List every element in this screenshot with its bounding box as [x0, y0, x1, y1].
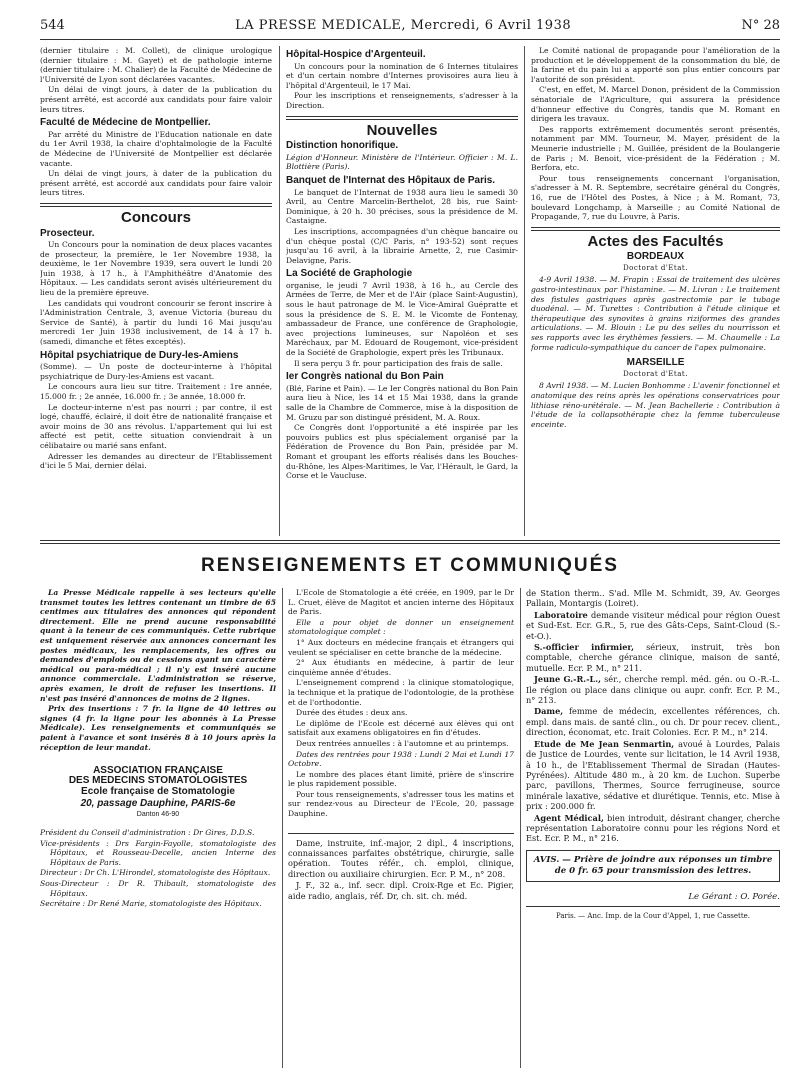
ad-dame: Dame, instruite, inf.-major, 2 dipl., 4 inscriptions, connaissances parfaites obstétrique, chirurgie, salle opération. Toutes référ., ch. emploi, clinique, direction ou auxiliaire chirurgien. Ecr. P. M., n° 208. [288, 837, 514, 879]
marseille-heading: MARSEILLE [626, 357, 685, 369]
para: Les candidats qui voudront concourir se feront inscrire à l'Administration Centrale, 3, avenue Victoria (bureau du Service de Santé), à partir du lundi 16 Mai jusqu'au mercredi 1er Juin 1938 inclusivement, de 14 à 17 h. (samedi, dimanche et fêtes exceptés). [40, 298, 272, 347]
lower-column-1 [40, 588, 276, 1068]
para: Le concours aura lieu sur titre. Traitement : 1re année, 15.000 fr. ; 2e année, 16.000 fr. ; 3e année, 18.000 fr. [40, 382, 272, 401]
bureau-item: Secrétaire : Dr René Marie, stomatologiste des Hôpitaux. [40, 899, 262, 909]
para: Un concours pour la nomination de 6 Internes titulaires et d'un certain nombre d'Internes provisoires aura lieu à l'hôpital d'Argenteuil, le 17 Mai. [286, 61, 518, 90]
ad-text: demande visiteur médical pour région Ouest et Sud-Est. Ecr. G.R., 5, rue des Gâts-Ceps, Saint-Cloud (S.-et-O.). [526, 609, 780, 641]
section-title: Hôpital-Hospice d'Argenteuil. [286, 49, 426, 60]
column-divider [524, 46, 525, 536]
actes-heading: Actes des Facultés [587, 232, 724, 250]
ad-text: femme de médecin, excellentes références, ch. empl. dans mais. de santé clin., ou ch. Dr pour recev. client., direction, économat, etc. Irait Colonies. Ecr. P. M., n° 214. [526, 706, 780, 738]
concours-heading: Concours [120, 208, 191, 226]
para: 1° Aux docteurs en médecine français et étrangers qui veulent se spécialiser en cette branche de la médecine. [288, 637, 514, 657]
upper-column-1 [40, 46, 272, 536]
ad-text: bien introduit, désirant changer, cherche représentation Laboratoire connu pour les régions Nord et Est. Ecr. P. M., n° 216. [526, 812, 780, 844]
section-rule [40, 543, 780, 544]
ad-text: avoué à Lourdes, Palais de Justice de Lourdes, vente sur licitation, le 14 Avril 1938, à 10 h., de l'Etablissement Thermal de Siradan (Hautes-Pyrénées). Altitude 480 m., à 20 km. de Luchon. Superbe parc, pavillons, Thermes, Source ferrugineuse, source minérale laxative, sédative et diurétique. Tennis, etc. Mise à prix : 200.000 fr. [526, 738, 780, 812]
rule [526, 906, 780, 907]
ad-jf: J. F., 32 a., inf. secr. dipl. Croix-Rge et Ec. Pigier, aide radio, anglais, réf. Dr, ch. sit. ch. méd. [288, 880, 514, 901]
para: 2° Aux étudiants en médecine, à partir de leur cinquième année d'études. [288, 658, 514, 677]
para: Pour tous renseignements, s'adresser tous les matins et sur rendez-vous au Directeur de l'Ecole, 20, passage Dauphine. [288, 789, 514, 819]
association-block [40, 766, 276, 820]
communiques-banner: RENSEIGNEMENTS ET COMMUNIQUÉS [201, 555, 619, 576]
bureau-item: Vice-présidents : Drs Fargin-Fayolle, stomatologiste des Hôpitaux, et Rousseau-Decelle, ancien Interne des Hôpitaux de Paris. [40, 838, 276, 867]
para: Un délai de vingt jours, à dater de la publication du présent arrêté, est accordé aux candidats pour faire valoir leurs titres. [40, 85, 272, 114]
ad-title: Jeune G.-R.-L., [534, 674, 601, 685]
notice: La Presse Médicale rappelle à ses lecteurs qu'elle transmet toutes les lettres contenant un timbre de 65 centimes aux titulaires des annonces qui répondent directement. Elle ne prend aucune responsabilité quant à la teneur de ces communiqués. Cette rubrique est uniquement réservée aux annonces concernant les postes médicaux, les remplacements, les offres ou demandes d'emplois ou de cessions ayant un caractère médical ou para-médical ; il n'y est inséré aucune annonce commerciale. L'administration se réserve, après examen, le droit de refuser les insertions. Il n'est pas inséré d'annonces de moins de 2 lignes. [40, 588, 276, 703]
issue-number: N° 28 [741, 17, 780, 33]
para: 8 Avril 1938. — M. Lucien Bonhomme : L'avenir fonctionnel et anatomique des reins après les opérations conservatrices pour lithiase réno-urétérale. — M. Jean Bachellerie : Contribution à l'étude de la collapsothérapie chez la femme tuberculeuse enceinte. [531, 381, 780, 429]
bureau-list [40, 828, 276, 909]
para: (dernier titulaire : M. Collet), de clinique urologique (dernier titulaire : M. Gayet) et de pathologie interne (dernier titulaire : M. Chalier) de la Faculté de Médecine de l'Université de Lyon sont déclarées vacantes. [40, 46, 272, 84]
para: (Blé, Farine et Pain). — Le Ier Congrès national du Bon Pain aura lieu à Nice, les 14 et 15 Mai 1938, dans la grande salle de la Chambre de Commerce, mise à la disposition de M. Gruzu par son distingué président, M. A. Roux. [286, 383, 518, 422]
para: Deux rentrées annuelles : à l'automne et au printemps. [296, 738, 509, 748]
avis-text: AVIS. — Prière de joindre aux réponses un timbre de 0 fr. 65 pour transmission des lettres. [533, 854, 773, 876]
para: de Station therm.. S'ad. Mlle M. Schmidt, 39, Av. Georges Pallain, Montargis (Loiret). [526, 588, 780, 609]
avis-box [526, 850, 780, 882]
para: (Somme). — Un poste de docteur-interne à l'hôpital psychiatrique de Dury-les-Amiens est vacant. [40, 362, 272, 381]
para: Adresser les demandes au directeur de l'Etablissement d'ici le 5 Mai, dernier délai. [40, 451, 272, 471]
para: Le Comité national de propagande pour l'amélioration de la production et le développement de la consommation du blé, de la farine et du pain lui a apporté son plus entier concours par l'autorité de son président. [531, 46, 780, 84]
para: Un Concours pour la nomination de deux places vacantes de prosecteur, la première, le 1er Novembre 1938, la deuxième, le 1er Novembre 1939, sera ouvert le lundi 20 Juin 1938, à 17 h., à l'Amphithéâtre d'Anatomie des Hôpitaux. — Les candidats seront avisés ultérieurement du lieu de la première épreuve. [40, 240, 272, 298]
assoc-line: ASSOCIATION FRANÇAISE [93, 765, 223, 777]
para: 4-9 Avril 1938. — M. Frapin : Essai de traitement des ulcères gastro-intestinaux par l'histamine. — M. Livran : Le traitement des fistules gastriques après gastrectomie par le tubage duodénal. — M. Turettes : Contribution à l'étude clinique et thérapeutique des synovites à grains riziformes des grandes articulations. — M. Blouin : Le pu des selles du nourrisson et ses rapports avec les érythèmes fessiers. — M. Chaumelle : La forme radiculo-sympathique du cancer de l'apex pulmonaire. [531, 275, 780, 352]
bordeaux-subheading: Doctorat d'Etat. [623, 263, 688, 272]
section-title: La Société de Graphologie [286, 268, 413, 280]
page-header [40, 14, 780, 40]
para: organise, le jeudi 7 Avril 1938, à 16 h., au Cercle des Armées de Terre, de Mer et de l'Air (place Saint-Augustin), sous le haut patronage de M. le Vice-Amiral Guépratte et sous la présidence de S. E. M. le Vicomte de Fontenay, ambassadeur de France, une conférence de Graphologie, avec projections lumineuses, sur Napoléon et ses Maréchaux, par M. Edouard de Rougemont, vice-président de la Société de Graphologie, expert près les Tribunaux. [286, 280, 518, 358]
ad-title: Agent Médical, [534, 812, 604, 823]
bordeaux-heading: BORDEAUX [626, 251, 685, 263]
para: L'Ecole de Stomatologie a été créée, en 1909, par le Dr L. Cruet, élève de Magitot et ancien interne des Hôpitaux de Paris. [288, 588, 514, 617]
assoc-address: 20, passage Dauphine, PARIS-6e [80, 797, 236, 809]
para: Le docteur-interne n'est pas nourri ; par contre, il est logé, chauffé, éclairé, il doit être de nationalité française et avoir moins de 30 ans révolus. L'appartement qui lui est affecté est petit, cette situation conviendrait à un célibataire ou marié sans enfant. [40, 402, 272, 450]
ad-title: Dame, [534, 706, 564, 717]
section-title: Faculté de Médecine de Montpellier. [40, 117, 211, 129]
bureau-item: Président du Conseil d'administration : Dr Gires, D.D.S. [40, 828, 255, 838]
double-rule [40, 203, 272, 207]
assoc-phone: Danton 46-90 [136, 811, 180, 819]
assoc-line: Ecole française de Stomatologie [81, 786, 235, 798]
para: L'enseignement comprend : la clinique stomatologique, la technique et la pratique de l'odontologie, de la prothèse et de l'orthodontie. [288, 678, 514, 707]
page-number: 544 [40, 17, 65, 33]
para: Le banquet de l'Internat de 1938 aura lieu le samedi 30 Avril, au Centre Marcelin-Berthelot, 28 bis, rue Saint-Dominique, à 20 h. 30 précises, sous la présidence de M. Castaigne. [286, 187, 518, 226]
section-title: Ier Congrès national du Bon Pain [286, 371, 444, 383]
para: Les inscriptions, accompagnées d'un chèque bancaire ou d'un chèque postal (C/C Paris, n° 193-52) sont reçues jusqu'au 16 avril, à la librairie Arnette, 2, rue Casimir-Delavigne, Paris. [286, 226, 518, 265]
column-divider [279, 46, 280, 536]
para: C'est, en effet, M. Marcel Donon, président de la Commission sénatoriale de l'Agriculture, qui assurera la présidence d'honneur effective du Congrès, tandis que M. Romant en dirigera les travaux. [531, 85, 780, 124]
para: Pour les inscriptions et renseignements, s'adresser à la Direction. [286, 91, 518, 110]
lower-column-2 [288, 588, 514, 1068]
printer-line: Paris. — Anc. Imp. de la Cour d'Appel, 1, rue Cassette. [555, 912, 751, 921]
para: Des rapports extrêmement documentés seront présentés, notamment par MM. Tourneur, M. Mayer, président de la Meunerie industrielle ; M. Guillée, président de la Boulangerie de Paris ; M. Benoit, vice-président de la Fédération ; M. Berfora, etc. [531, 124, 780, 173]
double-rule [286, 116, 518, 120]
para: Le nombre des places étant limité, prière de s'inscrire le plus rapidement possible. [288, 769, 514, 789]
journal-title: LA PRESSE MEDICALE, Mercredi, 6 Avril 1938 [235, 17, 572, 33]
para: Un délai de vingt jours, à dater de la publication du présent arrêté, est accordé aux candidats pour faire valoir leurs titres. [40, 169, 272, 198]
ad-text: sérieux, instruit, très bon comptable, cherche gérance clinique, maison de santé, mutuelle. Ecr. P. M., n° 211. [526, 642, 780, 673]
section-title: Prosecteur. [40, 227, 95, 239]
para: Légion d'Honneur. Ministère de l'Intérieur. Officier : M. L. Blottière (Paris). [286, 152, 518, 172]
ad-title: S.-officier infirmier, [534, 642, 634, 653]
ad-title: Etude de Me Jean Senmartin, [534, 738, 675, 749]
bureau-item: Sous-Directeur : Dr R. Thibault, stomatologiste des Hôpitaux. [40, 879, 276, 898]
section-title: Hôpital psychiatrique de Dury-les-Amiens [40, 349, 239, 361]
section-title: Banquet de l'Internat des Hôpitaux de Paris. [286, 174, 496, 186]
section-title: Distinction honorifique. [286, 140, 399, 152]
lower-column-3 [526, 588, 780, 1068]
ad-text: sér., cherche rempl. méd. gén. ou O.-R.-L. Ile région ou place dans clinique ou aupr. confr. Ecr. P. M., n° 213. [526, 674, 780, 706]
column-divider [282, 588, 283, 1068]
assoc-line: DES MEDECINS STOMATOLOGISTES [68, 774, 248, 786]
para: Dates des rentrées pour 1938 : Lundi 2 Mai et Lundi 17 Octobre. [288, 749, 514, 769]
gerant-signature: Le Gérant : O. Porée. [688, 891, 780, 902]
para: Elle a pour objet de donner un enseignement stomatologique complet : [288, 617, 514, 637]
prices: Prix des insertions : 7 fr. la ligne de 40 lettres ou signes (4 fr. la ligne pour les abonnés à La Presse Médicale). Les renseignements et communiqués se paient à l'avance et sont insérés 8 à 10 jours après la réception de leur mandat. [40, 704, 276, 752]
column-divider [520, 588, 521, 1068]
para: Ce Congrès dont l'opportunité a été inspirée par les pouvoirs publics est plus spécialement organisé par la Fédération de Provence du Bon Pain, présidée par M. Romant et groupant les efforts réalisés dans les Bouches-du-Rhône, les Alpes-Maritimes, le Var, l'Hérault, le Gard, la Corse et le Vaucluse. [286, 423, 518, 481]
nouvelles-heading: Nouvelles [366, 121, 438, 139]
para: Pour tous renseignements concernant l'organisation, s'adresser à M. R. Septembre, secrétaire général du Congrès, 16, rue de l'Hôtel des Postes, à Nice ; à M. Romant, 73, boulevard Longchamp, à Marseille ; au Comité National de Propagande, 7, rue du Louvre, à Paris. [531, 173, 780, 222]
marseille-subheading: Doctorat d'Etat. [623, 369, 688, 378]
para: Le diplôme de l'Ecole est décerné aux élèves qui ont satisfait aux examens obligatoires en fin d'études. [288, 718, 514, 738]
section-rule [40, 540, 780, 541]
rule [288, 833, 514, 834]
para: Il sera perçu 3 fr. pour participation des frais de salle. [294, 358, 503, 368]
upper-column-2 [286, 46, 518, 536]
bureau-item: Directeur : Dr Ch. L'Hirondel, stomatologiste des Hôpitaux. [40, 868, 271, 878]
para: Par arrêté du Ministre de l'Education nationale en date du 1er Avril 1938, la chaire d'ophtalmologie de la Faculté de Médecine de l'Université de Montpellier est déclarée vacante. [40, 129, 272, 168]
para: Durée des études : deux ans. [296, 708, 408, 718]
ad-title: Laboratoire [534, 609, 588, 620]
upper-column-3 [531, 46, 780, 536]
double-rule [531, 227, 780, 231]
